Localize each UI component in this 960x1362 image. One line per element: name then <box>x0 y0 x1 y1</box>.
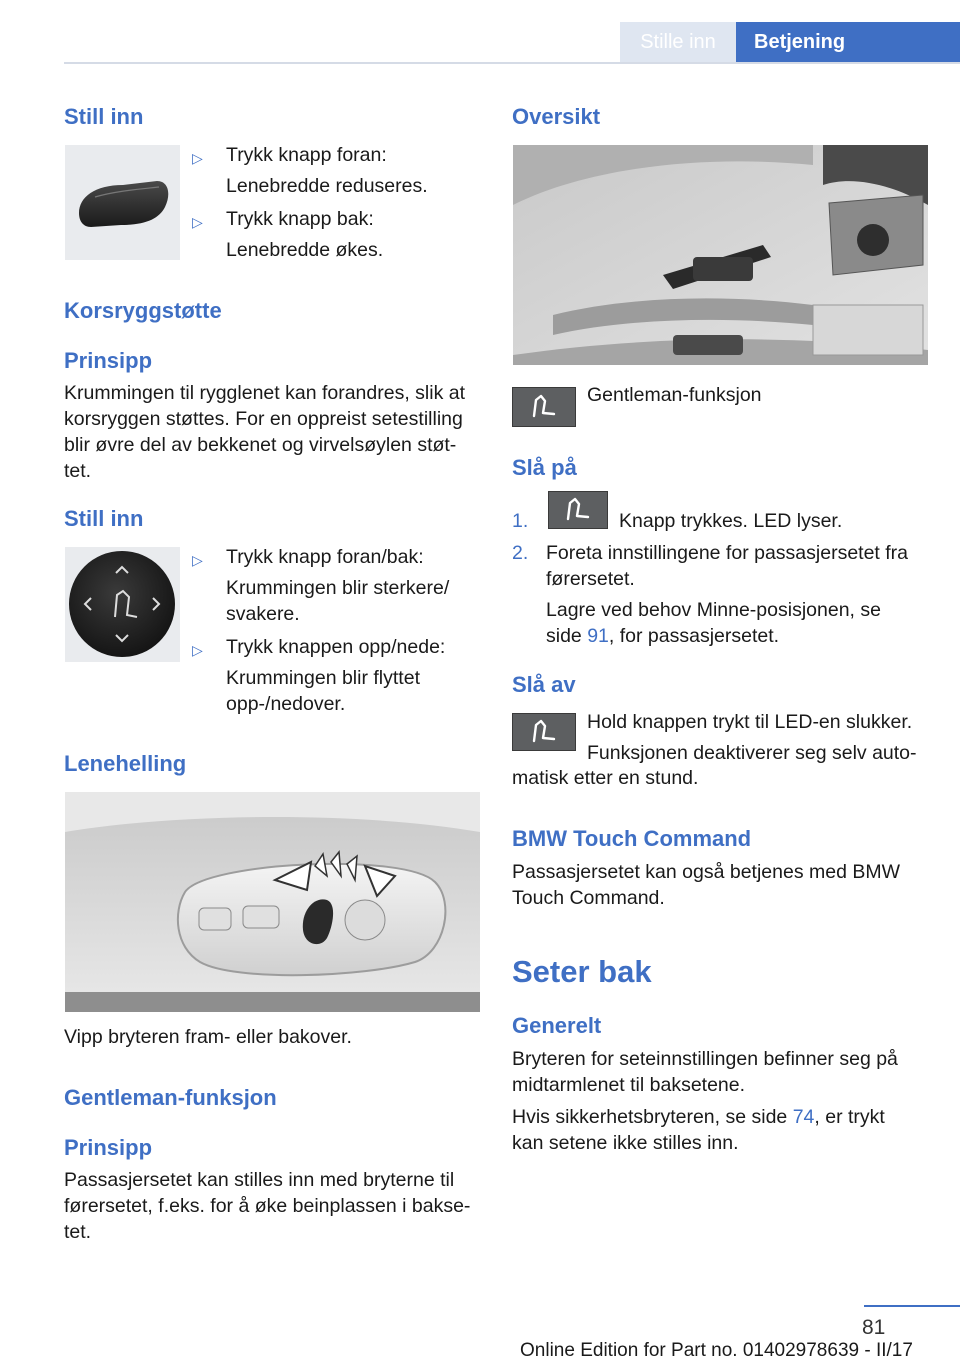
page-link-74[interactable]: 74 <box>792 1106 815 1128</box>
text-line: Passasjersetet kan også betjenes med BMW <box>512 861 901 883</box>
text-line: Touch Command. <box>512 887 665 909</box>
list-item-sub: opp-/nedover. <box>226 693 346 715</box>
text-line: Passasjersetet kan stilles inn med bryterne til <box>64 1169 455 1191</box>
gentleman-subheading: Prinsipp <box>64 1135 153 1160</box>
oversikt-heading: Oversikt <box>512 104 601 129</box>
touch-heading: BMW Touch Command <box>512 826 752 851</box>
list-item-main: Trykk knapp foran: <box>226 144 387 166</box>
triangle-right-icon: ▷ <box>192 214 203 230</box>
seter-bak-text2 <box>512 1104 932 1156</box>
lenehelling-caption: Vipp bryteren fram- eller bakover. <box>64 1026 352 1048</box>
list-item-sub: Krummingen blir sterkere/ <box>226 577 450 599</box>
text-line: korsryggen støttes. For en oppreist setestilling <box>64 408 463 430</box>
footer-edition: Online Edition for Part no. 01402978639 - II/17 <box>520 1340 913 1361</box>
list-item-sub: svakere. <box>226 603 300 625</box>
header-tab-chapter-label: Betjening <box>754 30 846 53</box>
bullet-item <box>192 636 203 663</box>
triangle-right-icon: ▷ <box>192 552 203 568</box>
text-line <box>512 1104 932 1130</box>
text-line: kan setene ikke stilles inn. <box>512 1132 739 1154</box>
still-inn-heading-1: Still inn <box>64 104 144 129</box>
seat-gentleman-icon <box>512 387 576 427</box>
text-line: Lagre ved behov Minne-posisjonen, se <box>546 599 881 621</box>
seat-switch-photo <box>65 792 480 1012</box>
list-item-sub: Lenebredde økes. <box>226 239 384 261</box>
korsrygg-heading: Korsryggstøtte <box>64 298 222 323</box>
sla-av-heading: Slå av <box>512 672 576 697</box>
gentleman-heading: Gentleman-funksjon <box>64 1085 277 1110</box>
korsrygg-text <box>64 380 484 484</box>
door-panel-photo <box>513 145 928 365</box>
header-tab-section[interactable] <box>620 22 736 62</box>
touch-text <box>512 859 932 911</box>
seat-gentleman-icon <box>512 713 576 751</box>
step-text <box>546 540 936 592</box>
lumbar-control-image <box>65 547 180 662</box>
text-line: blir øvre del av bekkenet og virvelsøylen støt‐ <box>64 434 457 456</box>
backrest-width-button-image <box>65 145 180 260</box>
seter-bak-subheading: Generelt <box>512 1013 602 1038</box>
text-fragment: , er trykt <box>814 1106 885 1128</box>
footer-rule <box>864 1305 960 1307</box>
header-rule <box>64 62 960 64</box>
step-number: 2. <box>512 542 529 564</box>
text-line: tet. <box>64 460 92 482</box>
header-tab-chapter[interactable] <box>736 22 960 62</box>
page-number: 81 <box>862 1316 886 1339</box>
triangle-right-icon: ▷ <box>192 150 203 166</box>
text-fragment: Hvis sikkerhetsbryteren, se side <box>512 1106 793 1128</box>
text-line: førersetet, f.eks. for å øke beinplassen i bakse‐ <box>64 1195 471 1217</box>
step-note <box>546 597 936 649</box>
bullet-item <box>192 546 203 573</box>
sla-av-line: matisk etter en stund. <box>512 767 699 789</box>
page-link-91[interactable]: 91 <box>587 625 609 647</box>
header-tab-section-label: Stille inn <box>640 30 716 53</box>
still-inn-heading-2: Still inn <box>64 506 144 531</box>
seter-bak-heading: Seter bak <box>512 954 652 989</box>
seat-gentleman-icon <box>548 491 608 529</box>
text-fragment: side <box>546 625 588 647</box>
step-number: 1. <box>512 510 529 532</box>
sla-av-line: Funksjonen deaktiverer seg selv auto‐ <box>587 742 917 764</box>
step-text: Knapp trykkes. LED lyser. <box>619 510 843 532</box>
list-item-main: Trykk knapp foran/bak: <box>226 546 424 568</box>
lenehelling-heading: Lenehelling <box>64 751 187 776</box>
text-line <box>546 623 936 649</box>
sla-av-line: Hold knappen trykt til LED-en slukker. <box>587 711 913 733</box>
sla-pa-heading: Slå på <box>512 455 577 480</box>
text-line: midtarmlenet til baksetene. <box>512 1074 746 1096</box>
list-item-sub: Lenebredde reduseres. <box>226 175 428 197</box>
text-line: tet. <box>64 1221 92 1243</box>
oversikt-icon-label: Gentleman-funksjon <box>587 384 762 406</box>
text-line: Krummingen til rygglenet kan forandres, slik at <box>64 382 466 404</box>
korsrygg-subheading: Prinsipp <box>64 348 153 373</box>
seter-bak-text <box>512 1046 932 1098</box>
bullet-item <box>192 144 203 171</box>
list-item-main: Trykk knapp bak: <box>226 208 374 230</box>
text-fragment: , for passasjersetet. <box>608 625 780 647</box>
triangle-right-icon: ▷ <box>192 642 203 658</box>
bullet-item <box>192 208 203 235</box>
list-item-main: Trykk knappen opp/nede: <box>226 636 446 658</box>
text-line: Foreta innstillingene for passasjersetet fra <box>546 542 909 564</box>
list-item-sub: Krummingen blir flyttet <box>226 667 420 689</box>
text-line: Bryteren for seteinnstillingen befinner seg på <box>512 1048 898 1070</box>
text-line: førersetet. <box>546 568 635 590</box>
gentleman-text <box>64 1167 484 1245</box>
